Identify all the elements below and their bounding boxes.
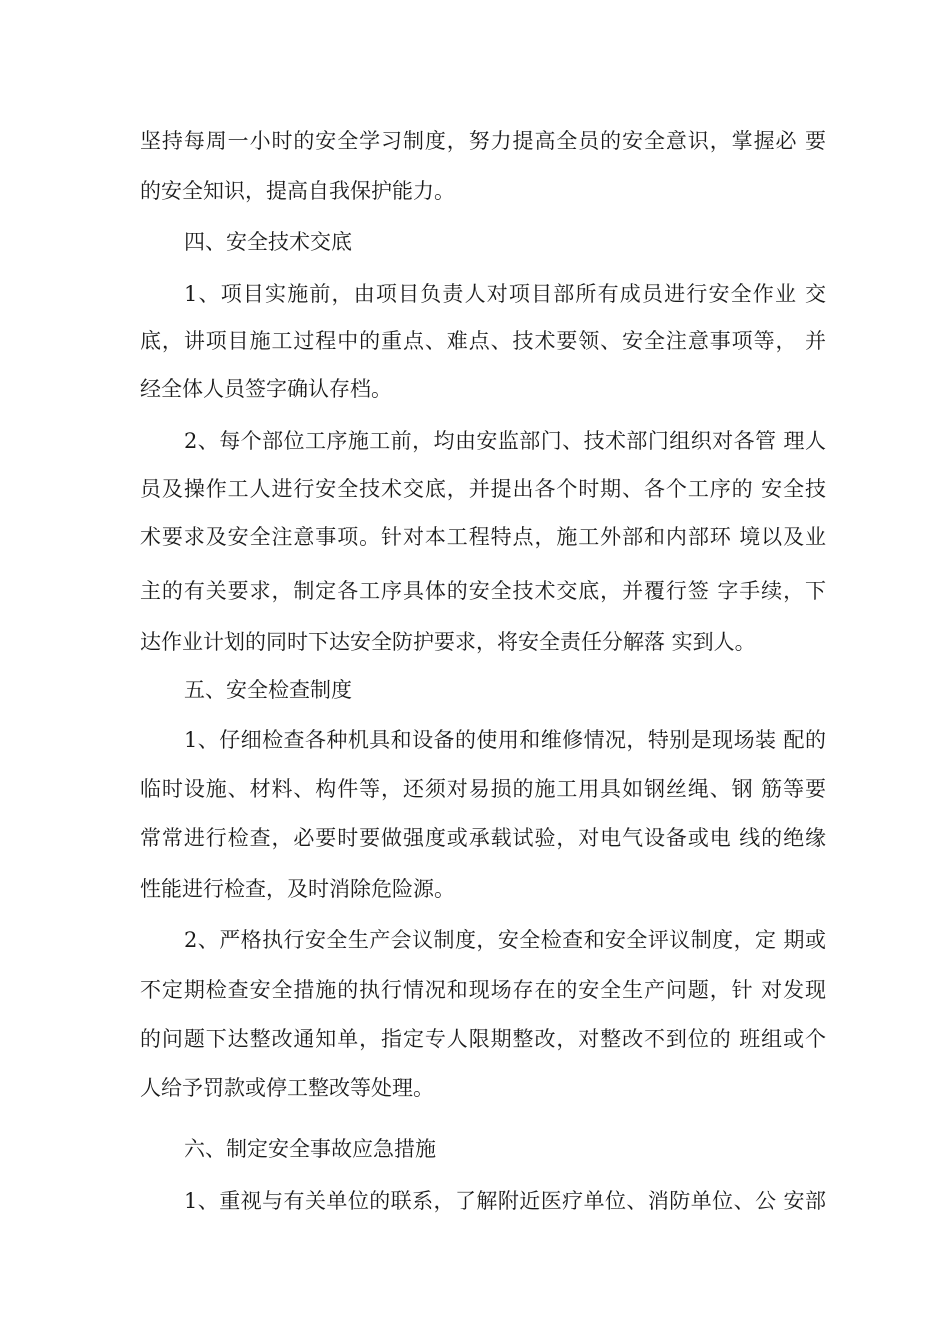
paragraph-line: 的安全知识，提高自我保护能力。 (140, 179, 455, 203)
paragraph-line: 经全体人员签字确认存档。 (140, 377, 392, 401)
paragraph-line: 人给予罚款或停工整改等处理。 (140, 1076, 434, 1100)
paragraph-line: 不定期检查安全措施的执行情况和现场存在的安全生产问题，针 对发现 (140, 978, 826, 1002)
paragraph-line: 性能进行检查，及时消除危险源。 (140, 877, 455, 901)
paragraph-line: 坚持每周一小时的安全学习制度，努力提高全员的安全意识，掌握必 要 (140, 129, 826, 153)
paragraph-line: 1、项目实施前，由项目负责人对项目部所有成员进行安全作业 交 (184, 282, 826, 306)
paragraph-line: 达作业计划的同时下达安全防护要求，将安全责任分解落 实到人。 (140, 630, 756, 654)
paragraph-line: 术要求及安全注意事项。针对本工程特点，施工外部和内部环 境以及业 (140, 525, 826, 549)
paragraph-line: 1、重视与有关单位的联系，了解附近医疗单位、消防单位、公 安部 (184, 1189, 826, 1213)
paragraph-line: 2、严格执行安全生产会议制度，安全检查和安全评议制度，定 期或 (184, 928, 826, 952)
paragraph-line: 底，讲项目施工过程中的重点、难点、技术要领、安全注意事项等， 并 (140, 329, 826, 353)
paragraph-line: 1、仔细检查各种机具和设备的使用和维修情况，特别是现场装 配的 (184, 728, 826, 752)
section-heading: 六、制定安全事故应急措施 (184, 1137, 436, 1161)
paragraph-line: 员及操作工人进行安全技术交底，并提出各个时期、各个工序的 安全技 (140, 477, 826, 501)
paragraph-line: 主的有关要求，制定各工序具体的安全技术交底，并覆行签 字手续，下 (140, 579, 826, 603)
paragraph-line: 2、每个部位工序施工前，均由安监部门、技术部门组织对各管 理人 (184, 429, 826, 453)
section-heading: 五、安全检查制度 (184, 678, 352, 702)
paragraph-line: 的问题下达整改通知单，指定专人限期整改，对整改不到位的 班组或个 (140, 1027, 826, 1051)
paragraph-line: 临时设施、材料、构件等，还须对易损的施工用具如钢丝绳、钢 筋等要 (140, 777, 826, 801)
paragraph-line: 常常进行检查，必要时要做强度或承载试验，对电气设备或电 线的绝缘 (140, 826, 826, 850)
section-heading: 四、安全技术交底 (184, 230, 352, 254)
